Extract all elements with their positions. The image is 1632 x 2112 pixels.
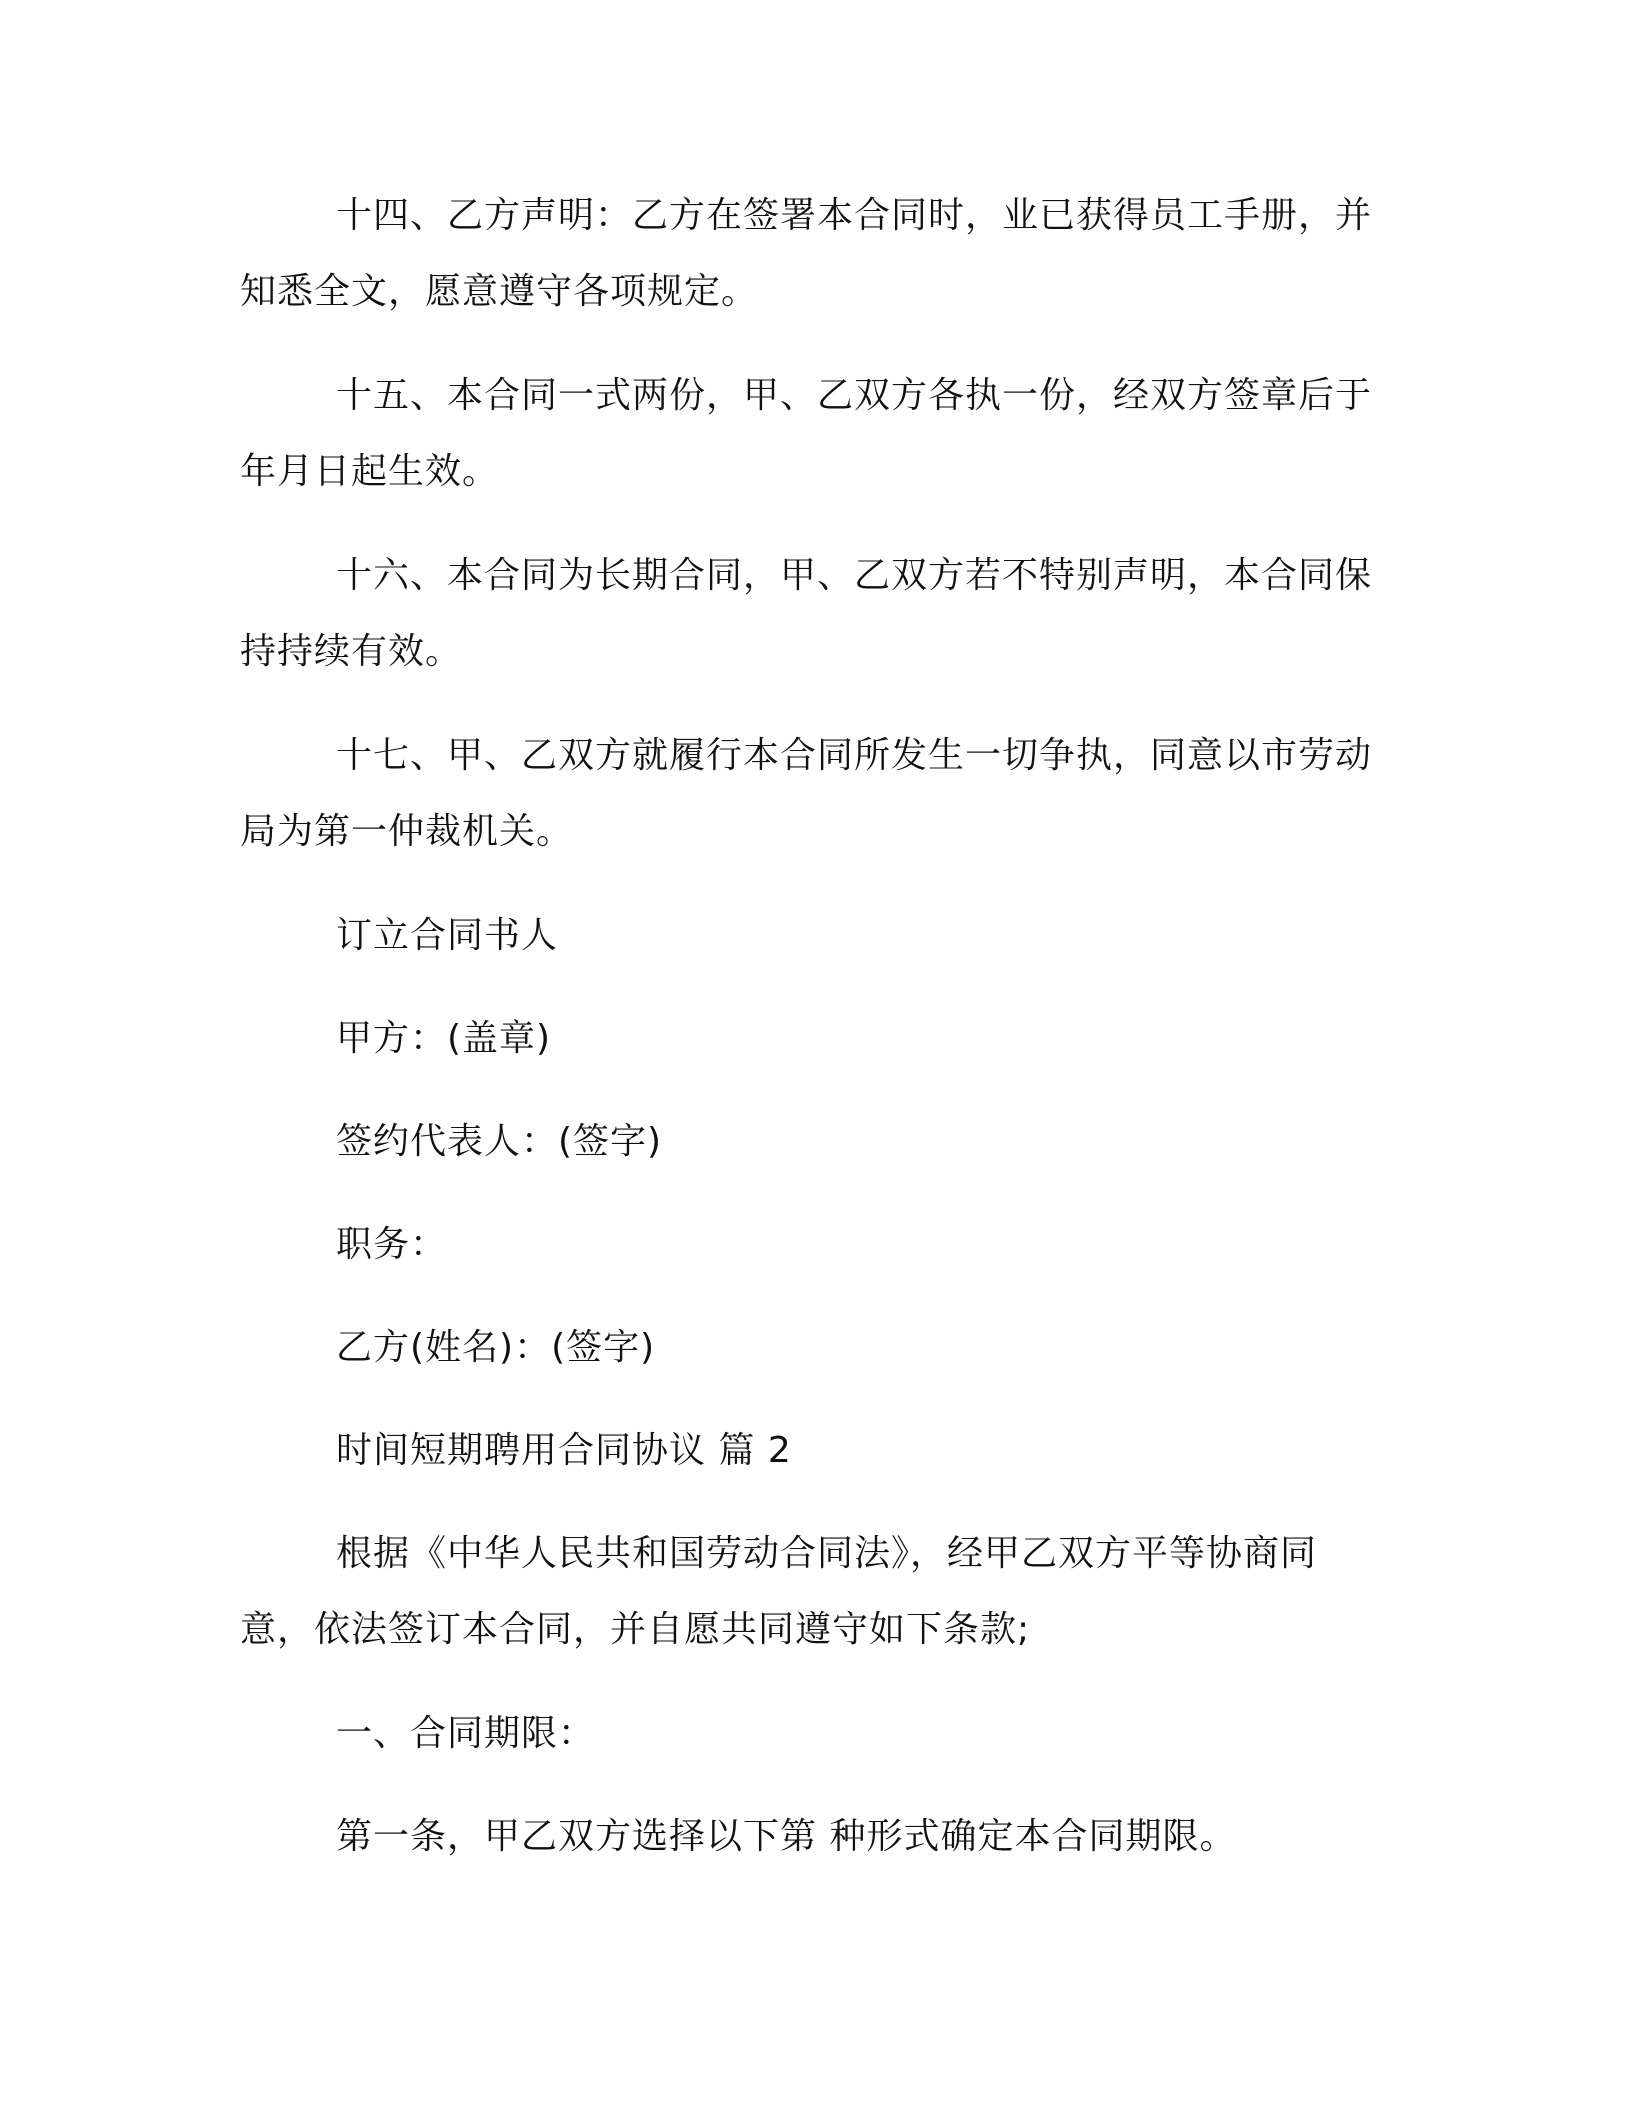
position-field: 职务：	[336, 1224, 448, 1265]
party-a-seal: 甲方：(盖章)	[336, 1018, 552, 1059]
clause-17: 十七、甲、乙双方就履行本合同所发生一切争执，同意以市劳动局为第一仲裁机关。	[240, 735, 1373, 852]
clause-15: 十五、本合同一式两份，甲、乙双方各执一份，经双方签章后于年月日起生效。	[240, 375, 1373, 492]
section-2-intro: 根据《中华人民共和国劳动合同法》，经甲乙双方平等协商同意，依法签订本合同，并自愿共同遵守如下条款;	[240, 1533, 1318, 1650]
representative-signature: 签约代表人：(签字)	[336, 1121, 663, 1162]
clause-16: 十六、本合同为长期合同，甲、乙双方若不特别声明，本合同保持持续有效。	[240, 555, 1373, 672]
signatories-heading: 订立合同书人	[336, 915, 559, 956]
section-2-title: 时间短期聘用合同协议 篇 2	[336, 1430, 792, 1471]
clause-14: 十四、乙方声明：乙方在签署本合同时，业已获得员工手册，并知悉全文，愿意遵守各项规定。	[240, 195, 1373, 312]
party-b-signature: 乙方(姓名)：(签字)	[336, 1327, 656, 1368]
article-1: 第一条，甲乙双方选择以下第 种形式确定本合同期限。	[336, 1816, 1237, 1857]
contract-term-heading: 一、合同期限：	[336, 1713, 596, 1754]
